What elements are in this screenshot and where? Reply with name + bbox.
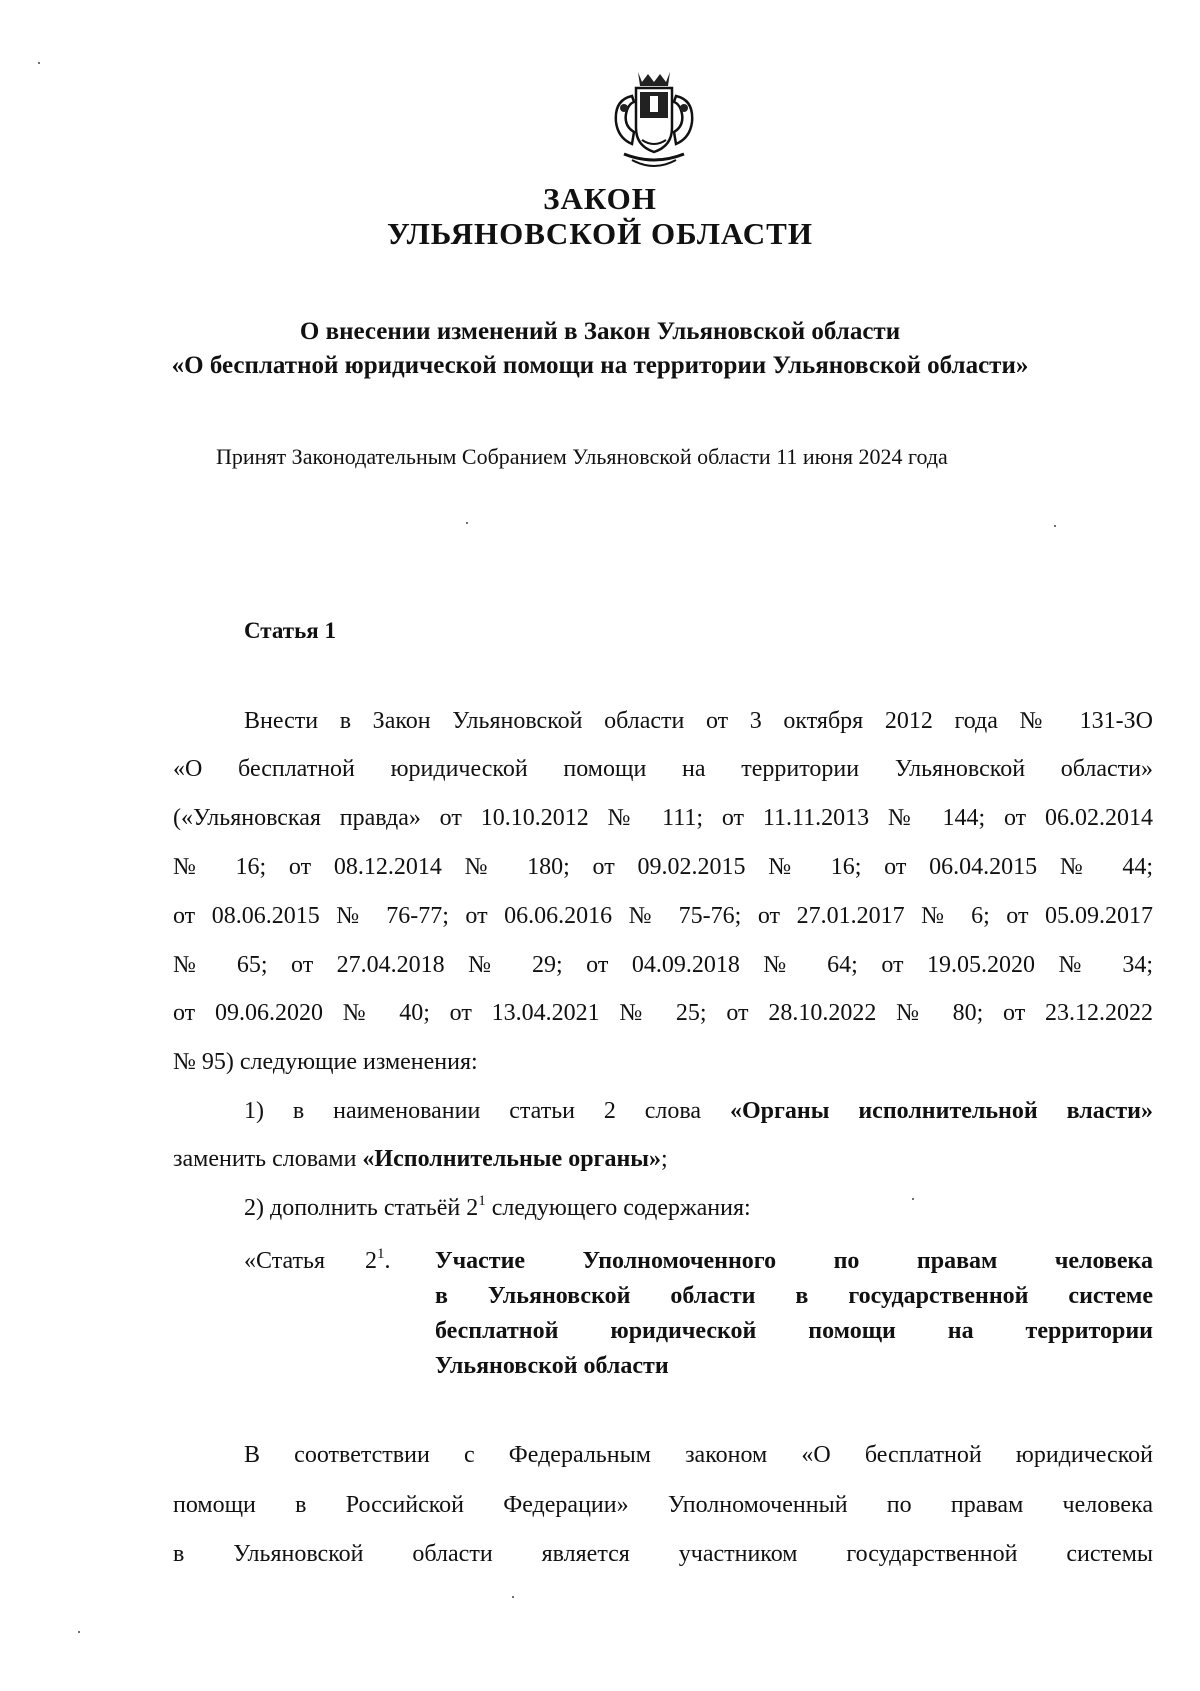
paragraph-line: № 95) следующие изменения: [173,1049,478,1075]
law-title-line1: ЗАКОН [543,181,657,216]
body-line: в Ульяновской области является участником государственной системы [173,1541,1153,1567]
scan-speck [78,1631,80,1633]
new-article-title-line: Участие Уполномоченного по правам человека [435,1248,1153,1274]
scan-speck [912,1198,914,1200]
paragraph-line: от 08.06.2015 № 76-77; от 06.06.2016 № 75-76; от 27.01.2017 № 6; от 05.09.2017 [173,903,1153,929]
subject-line2: «О бесплатной юридической помощи на территории Ульяновской области» [171,352,1029,379]
article-heading: Статья 1 [244,618,336,643]
paragraph-line: от 09.06.2020 № 40; от 13.04.2021 № 25; от 28.10.2022 № 80; от 23.12.2022 [173,1000,1153,1026]
paragraph-line: № 16; от 08.12.2014 № 180; от 09.02.2015 № 16; от 06.04.2015 № 44; [173,854,1153,880]
item-1-line2 [173,1146,1153,1173]
new-article-title-line: в Ульяновской области в государственной системе [435,1283,1153,1309]
scan-speck [466,522,468,524]
scan-speck [512,1596,514,1598]
subject-line1: О внесении изменений в Закон Ульяновской области [299,318,901,345]
coat-of-arms-icon [602,66,706,174]
item-1-old-words: «Органы исполнительной власти» [729,1098,1153,1124]
item-1-new-words: «Исполнительные органы» [362,1146,662,1172]
item-1-line2-prefix: заменить словами [173,1146,363,1172]
new-article-number [365,1248,391,1275]
item-1-line2-suffix: ; [661,1146,668,1172]
new-article-num: 2 [365,1248,377,1274]
new-article-sup: 1 [377,1246,385,1262]
body-line: В соответствии с Федеральным законом «О бесплатной юридической [244,1442,1153,1468]
paragraph-line: «О бесплатной юридической помощи на территории Ульяновской области» [173,756,1153,782]
new-article-dot: . [384,1248,391,1274]
law-title-line2: УЛЬЯНОВСКОЙ ОБЛАСТИ [387,216,813,251]
item-1-prefix: 1) в наименовании статьи 2 слова [244,1098,730,1124]
new-article-label: «Статья [244,1248,325,1274]
scan-speck [38,62,40,64]
item-1-line1 [244,1098,1153,1125]
item-2-sup: 1 [478,1193,486,1209]
paragraph-line: № 65; от 27.04.2018 № 29; от 04.09.2018 № 64; от 19.05.2020 № 34; [173,952,1153,978]
item-2-suffix: следующего содержания: [485,1195,751,1221]
new-article-title-line: Ульяновской области [435,1353,669,1379]
body-line: помощи в Российской Федерации» Уполномоченный по правам человека [173,1492,1153,1518]
item-2-prefix: 2) дополнить статьёй 2 [244,1195,479,1221]
adoption-statement: Принят Законодательным Собранием Ульяновской области 11 июня 2024 года [216,444,948,469]
new-article-title-line: бесплатной юридической помощи на территории [435,1318,1153,1344]
scan-speck [1054,525,1056,527]
paragraph-line: («Ульяновская правда» от 10.10.2012 № 111; от 11.11.2013 № 144; от 06.02.2014 [173,805,1153,831]
paragraph-line: Внести в Закон Ульяновской области от 3 октября 2012 года № 131-ЗО [244,708,1153,734]
item-2-line [244,1195,1153,1222]
